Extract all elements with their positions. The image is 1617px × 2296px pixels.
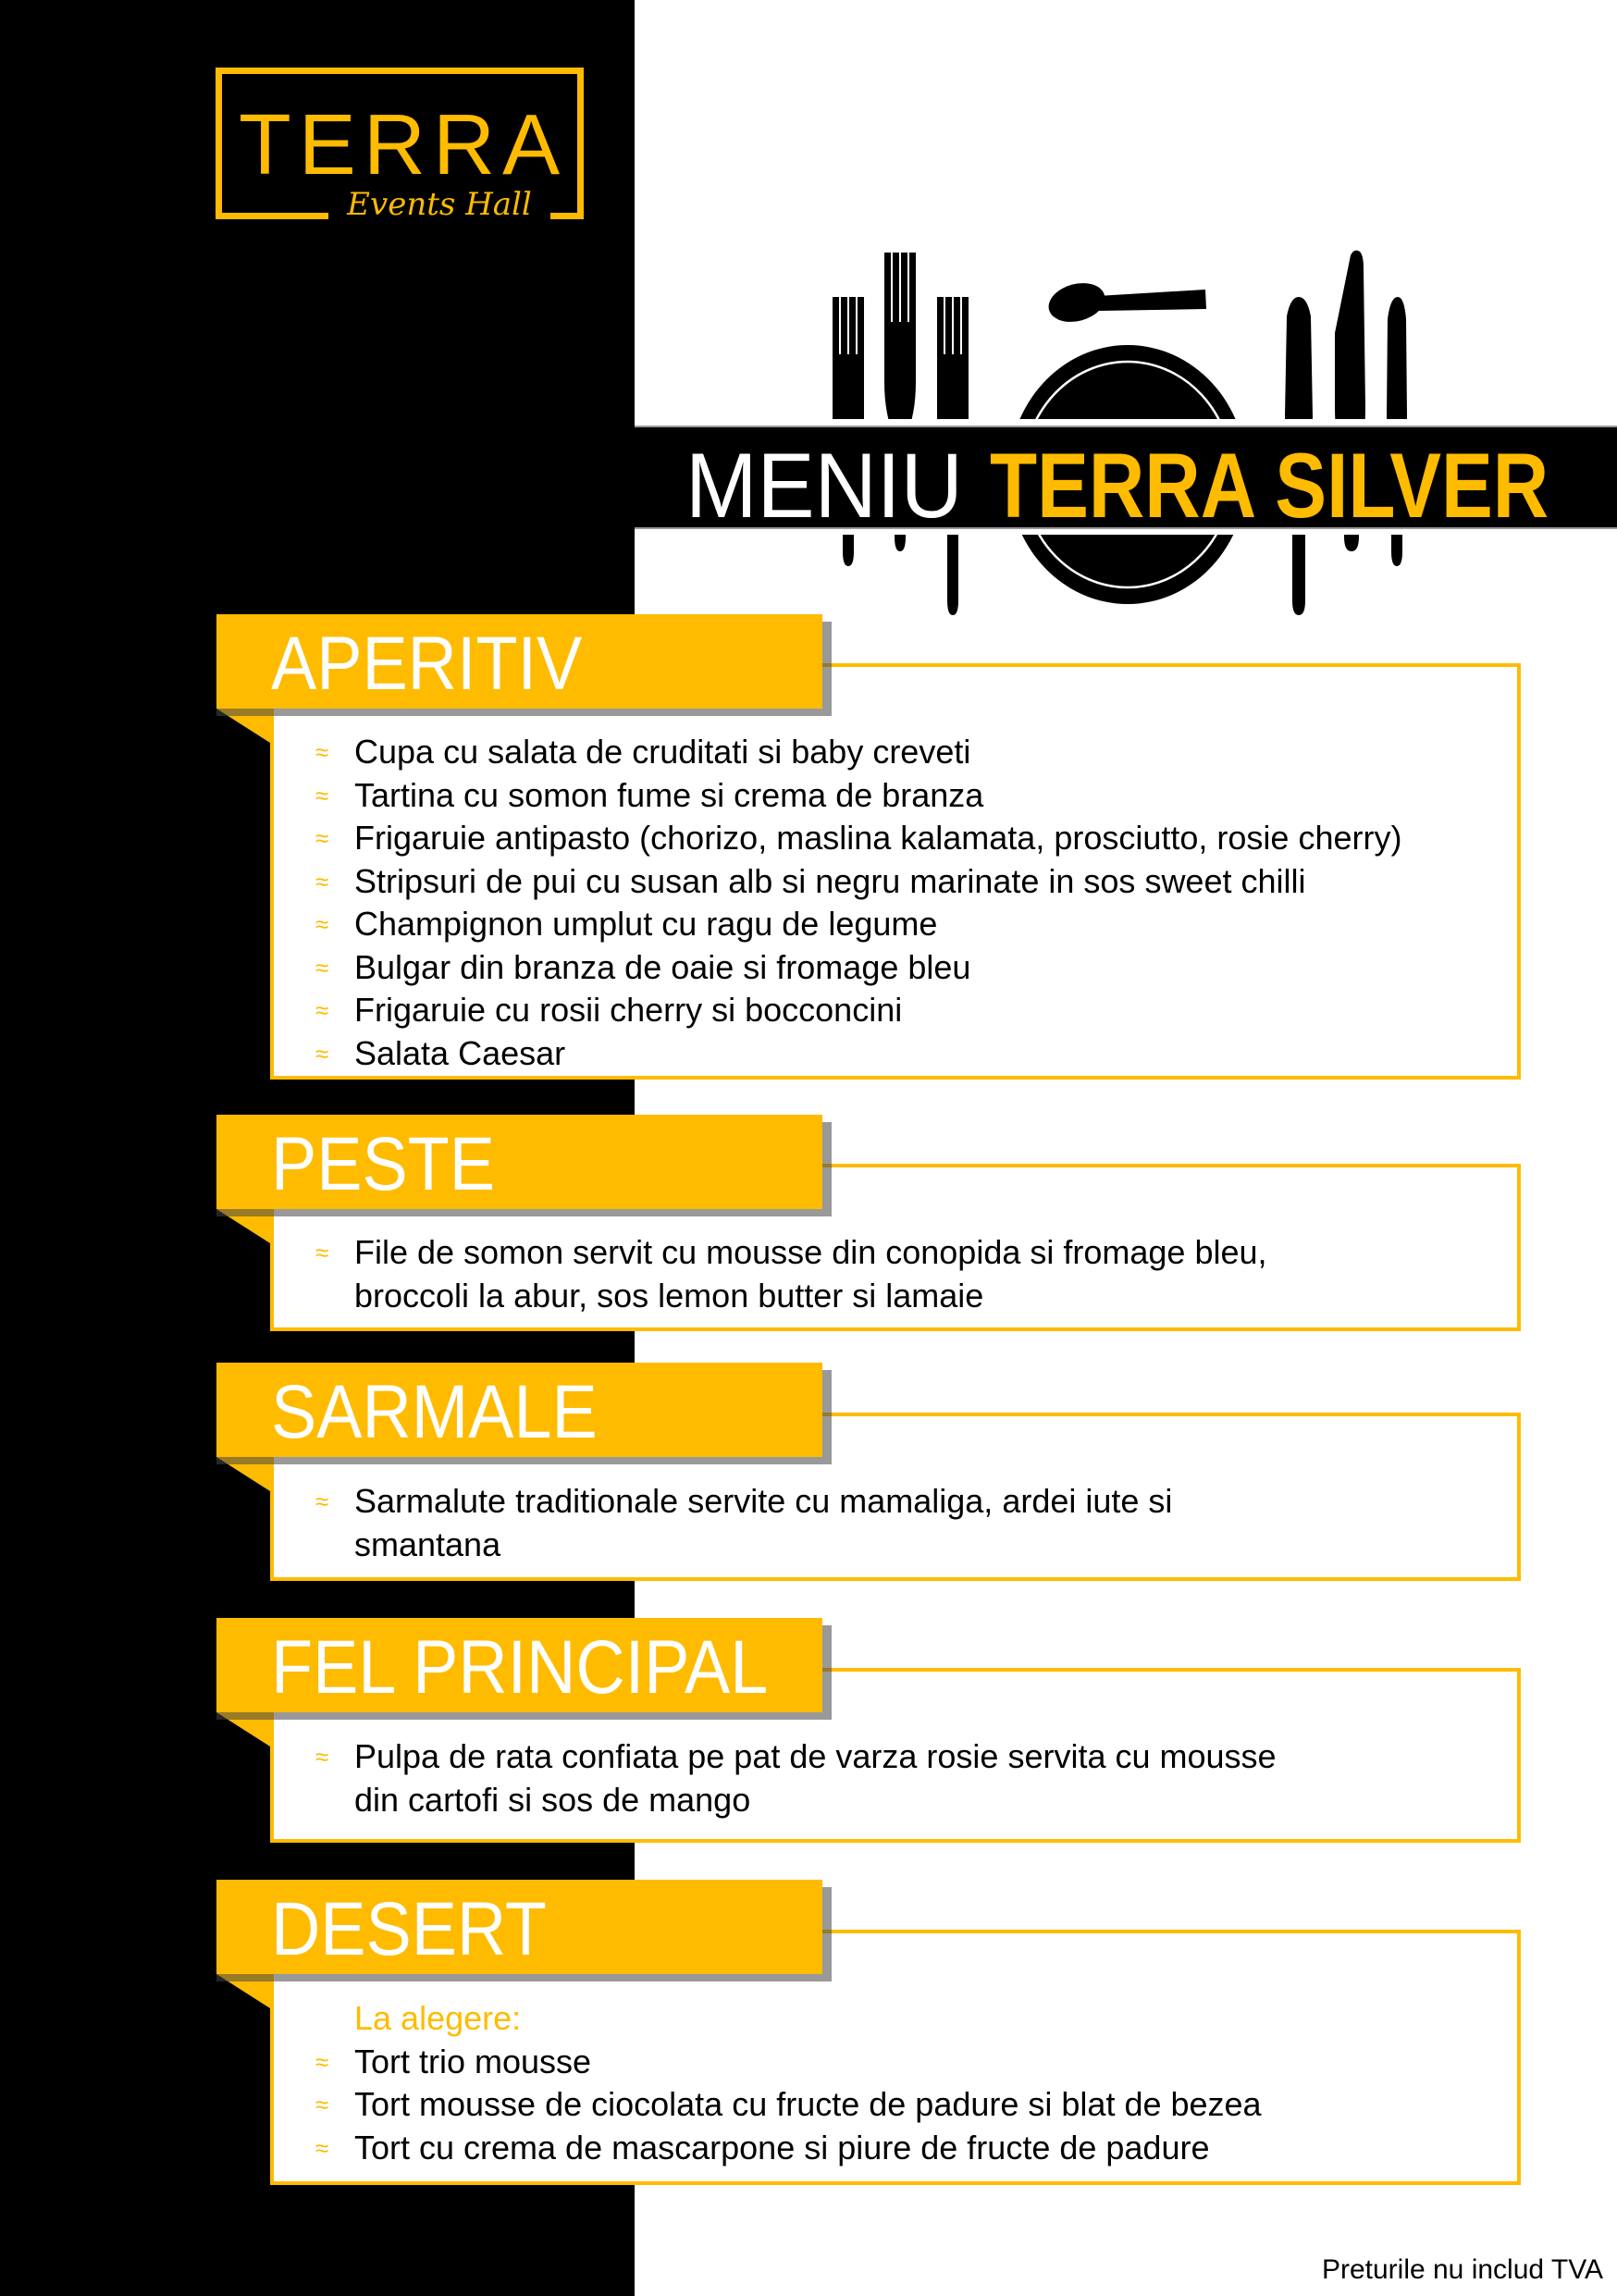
- item-text: Salata Caesar: [354, 1033, 566, 1072]
- approx-bullet-icon: ≈: [315, 1039, 329, 1068]
- section-label: [216, 1880, 822, 1974]
- list-item: [274, 1735, 1517, 1779]
- section-label: [216, 1115, 822, 1209]
- item-text: Sarmalute traditionale servite cu mamaliga, ardei iute si: [354, 1482, 1173, 1520]
- list-item-continuation: [274, 1275, 1517, 1318]
- item-text: Bulgar din branza de oaie si fromage bleu: [354, 947, 971, 986]
- approx-bullet-icon: ≈: [315, 2047, 329, 2076]
- section-title: FEL PRINCIPAL: [271, 1625, 769, 1710]
- item-text: Tartina cu somon fume si crema de branza: [354, 775, 984, 814]
- item-list: [274, 1480, 1517, 1566]
- note-text: La alegere:: [354, 1999, 522, 2037]
- approx-bullet-icon: ≈: [315, 953, 329, 981]
- item-text: Tort trio mousse: [354, 2042, 592, 2080]
- item-text: din cartofi si sos de mango: [354, 1780, 751, 1819]
- item-text: Frigaruie antipasto (chorizo, maslina kalamata, prosciutto, rosie cherry): [354, 819, 1402, 857]
- list-item: [274, 2083, 1517, 2127]
- item-text: Champignon umplut cu ragu de legume: [354, 905, 938, 943]
- item-text: Stripsuri de pui cu susan alb si negru marinate in sos sweet chilli: [354, 861, 1306, 900]
- list-item: [274, 946, 1517, 990]
- item-list: [274, 731, 1517, 1075]
- approx-bullet-icon: ≈: [315, 2133, 329, 2162]
- item-text: Frigaruie cu rosii cherry si bocconcini: [354, 991, 903, 1029]
- spoon-icon: [1044, 278, 1206, 328]
- list-item-continuation: [274, 1779, 1517, 1822]
- item-list: [274, 1997, 1517, 2169]
- list-item: [274, 989, 1517, 1032]
- approx-bullet-icon: ≈: [315, 996, 329, 1024]
- section-title: PESTE: [271, 1122, 495, 1206]
- vat-note: Preturile nu includ TVA: [1321, 2254, 1603, 2285]
- list-item: [274, 731, 1517, 774]
- logo-brand: TERRA: [239, 96, 568, 192]
- list-item-continuation: [274, 1524, 1517, 1567]
- approx-bullet-icon: ≈: [315, 910, 329, 938]
- menu-title-prefix: MENIU: [685, 434, 963, 537]
- list-item: [274, 2127, 1517, 2170]
- approx-bullet-icon: ≈: [315, 867, 329, 895]
- item-text: broccoli la abur, sos lemon butter si lamaie: [354, 1276, 984, 1315]
- section-title: APERITIV: [271, 622, 583, 706]
- approx-bullet-icon: ≈: [315, 824, 329, 852]
- section-title: SARMALE: [271, 1370, 598, 1454]
- section-label: [216, 1363, 822, 1457]
- section-box: [270, 663, 1521, 1080]
- banner-edge: [635, 426, 1617, 427]
- approx-bullet-icon: ≈: [315, 1239, 329, 1266]
- item-text: smantana: [354, 1524, 501, 1563]
- approx-bullet-icon: ≈: [315, 781, 329, 809]
- list-item: [274, 860, 1517, 904]
- item-text: File de somon servit cu mousse din conopida si fromage bleu,: [354, 1233, 1267, 1271]
- approx-bullet-icon: ≈: [315, 1487, 329, 1515]
- list-item: [274, 1231, 1517, 1275]
- item-list: [274, 1231, 1517, 1317]
- item-list: [274, 1735, 1517, 1821]
- list-item: [274, 774, 1517, 818]
- list-item: [274, 1480, 1517, 1524]
- list-item: [274, 903, 1517, 946]
- cutlery-illustration: [0, 0, 1617, 648]
- approx-bullet-icon: ≈: [315, 738, 329, 766]
- approx-bullet-icon: ≈: [315, 2091, 329, 2118]
- list-item: [274, 1032, 1517, 1076]
- choice-note: [274, 1997, 1517, 2041]
- section-title: DESERT: [271, 1887, 548, 1971]
- section-label: [216, 614, 822, 709]
- logo-tagline: Events Hall: [347, 186, 532, 223]
- list-item: [274, 817, 1517, 860]
- item-text: Tort cu crema de mascarpone si piure de fructe de padure: [354, 2128, 1210, 2166]
- item-text: Pulpa de rata confiata pe pat de varza rosie servita cu mousse: [354, 1737, 1277, 1775]
- approx-bullet-icon: ≈: [315, 1743, 329, 1771]
- item-text: Tort mousse de ciocolata cu fructe de padure si blat de bezea: [354, 2085, 1262, 2123]
- list-item: [274, 2041, 1517, 2084]
- item-text: Cupa cu salata de cruditati si baby creveti: [354, 733, 971, 771]
- section-label: [216, 1618, 822, 1712]
- menu-title-name: TERRA SILVER: [990, 434, 1549, 537]
